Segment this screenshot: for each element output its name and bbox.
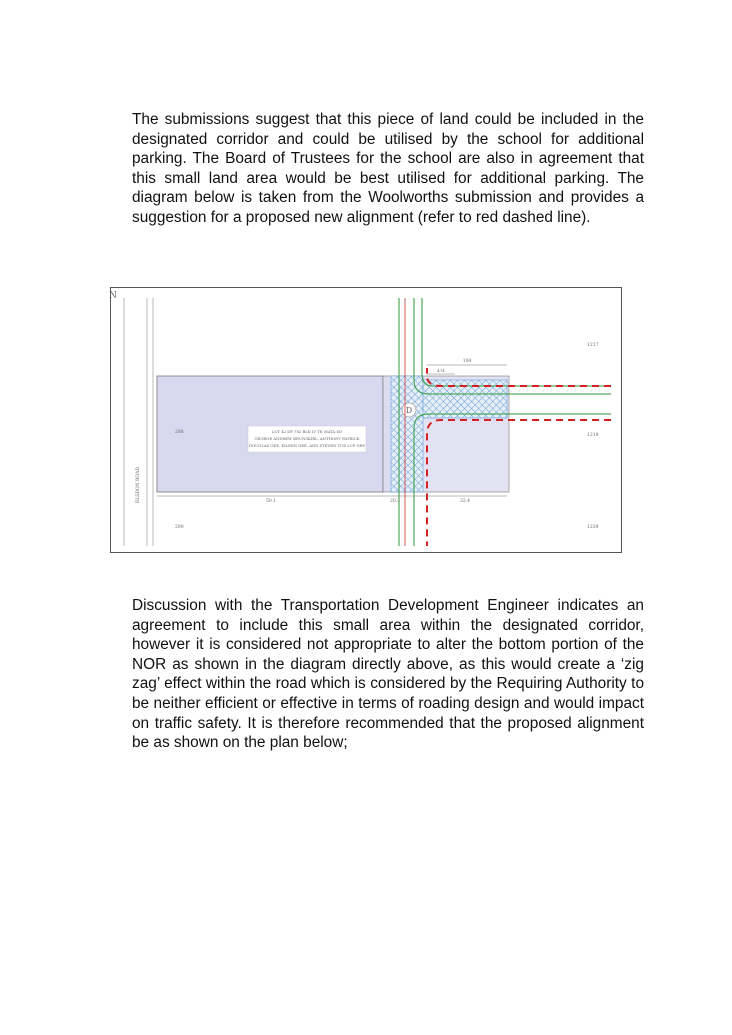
corridor-vertical <box>391 376 423 492</box>
dim-inner: 474 <box>437 368 445 373</box>
corridor-marker-label: D <box>405 406 413 415</box>
dim-bottom-left: 50.1 <box>265 499 277 504</box>
north-mark: N <box>109 291 117 301</box>
parcel-bottom-right: 1239 <box>587 525 599 530</box>
parcel-mid-right: 1219 <box>587 433 599 438</box>
lot-label-line-1: LOT 42 DP 782 BLK IV TE MATA SD <box>271 429 343 434</box>
dim-bottom-right: 32.4 <box>459 499 471 504</box>
lot-number-bottom: 290 <box>175 525 184 530</box>
lot-label-line-2: GEORGE ANDREW BRUNSKIRL, ANTHONY PATRICK <box>254 436 360 441</box>
road-label: ELSDON ROAD <box>136 467 141 503</box>
site-plan-svg <box>111 288 621 552</box>
road-line-4 <box>422 298 611 386</box>
lot-label-line-3: DOUGLAS GEE, EILEEN GEE, AND STEVEN YUE LUP GEE <box>248 443 366 448</box>
dim-bottom-mid: 20.3 <box>389 499 401 504</box>
paragraph-intro: The submissions suggest that this piece of land could be included in the designated corridor and could be utilised by the school for additional parking. The Board of Trustees for the school are also in agreement that this small land area would be best utilised for additional parking. The diagram below is taken from the Woolworths submission and provides a suggestion for a proposed new alignment (refer to red dashed line). <box>132 111 644 226</box>
paragraph-discussion: Discussion with the Transportation Development Engineer indicates an agreement to include this small area within the designated corridor, however it is considered not appropriate to alter the bottom portion of the NOR as shown in the diagram directly above, as this would create a ‘zig zag’ effect within the road which is considered by the Requiring Authority to be neither efficient or effective in terms of roading design and would impact on traffic safety. It is therefore recommended that the proposed alignment be as shown on the plan below; <box>132 597 644 752</box>
parcel-top-right: 1217 <box>587 343 599 348</box>
site-diagram <box>110 287 622 553</box>
dim-top: 104 <box>462 359 472 364</box>
lot-number: 288 <box>175 430 184 435</box>
